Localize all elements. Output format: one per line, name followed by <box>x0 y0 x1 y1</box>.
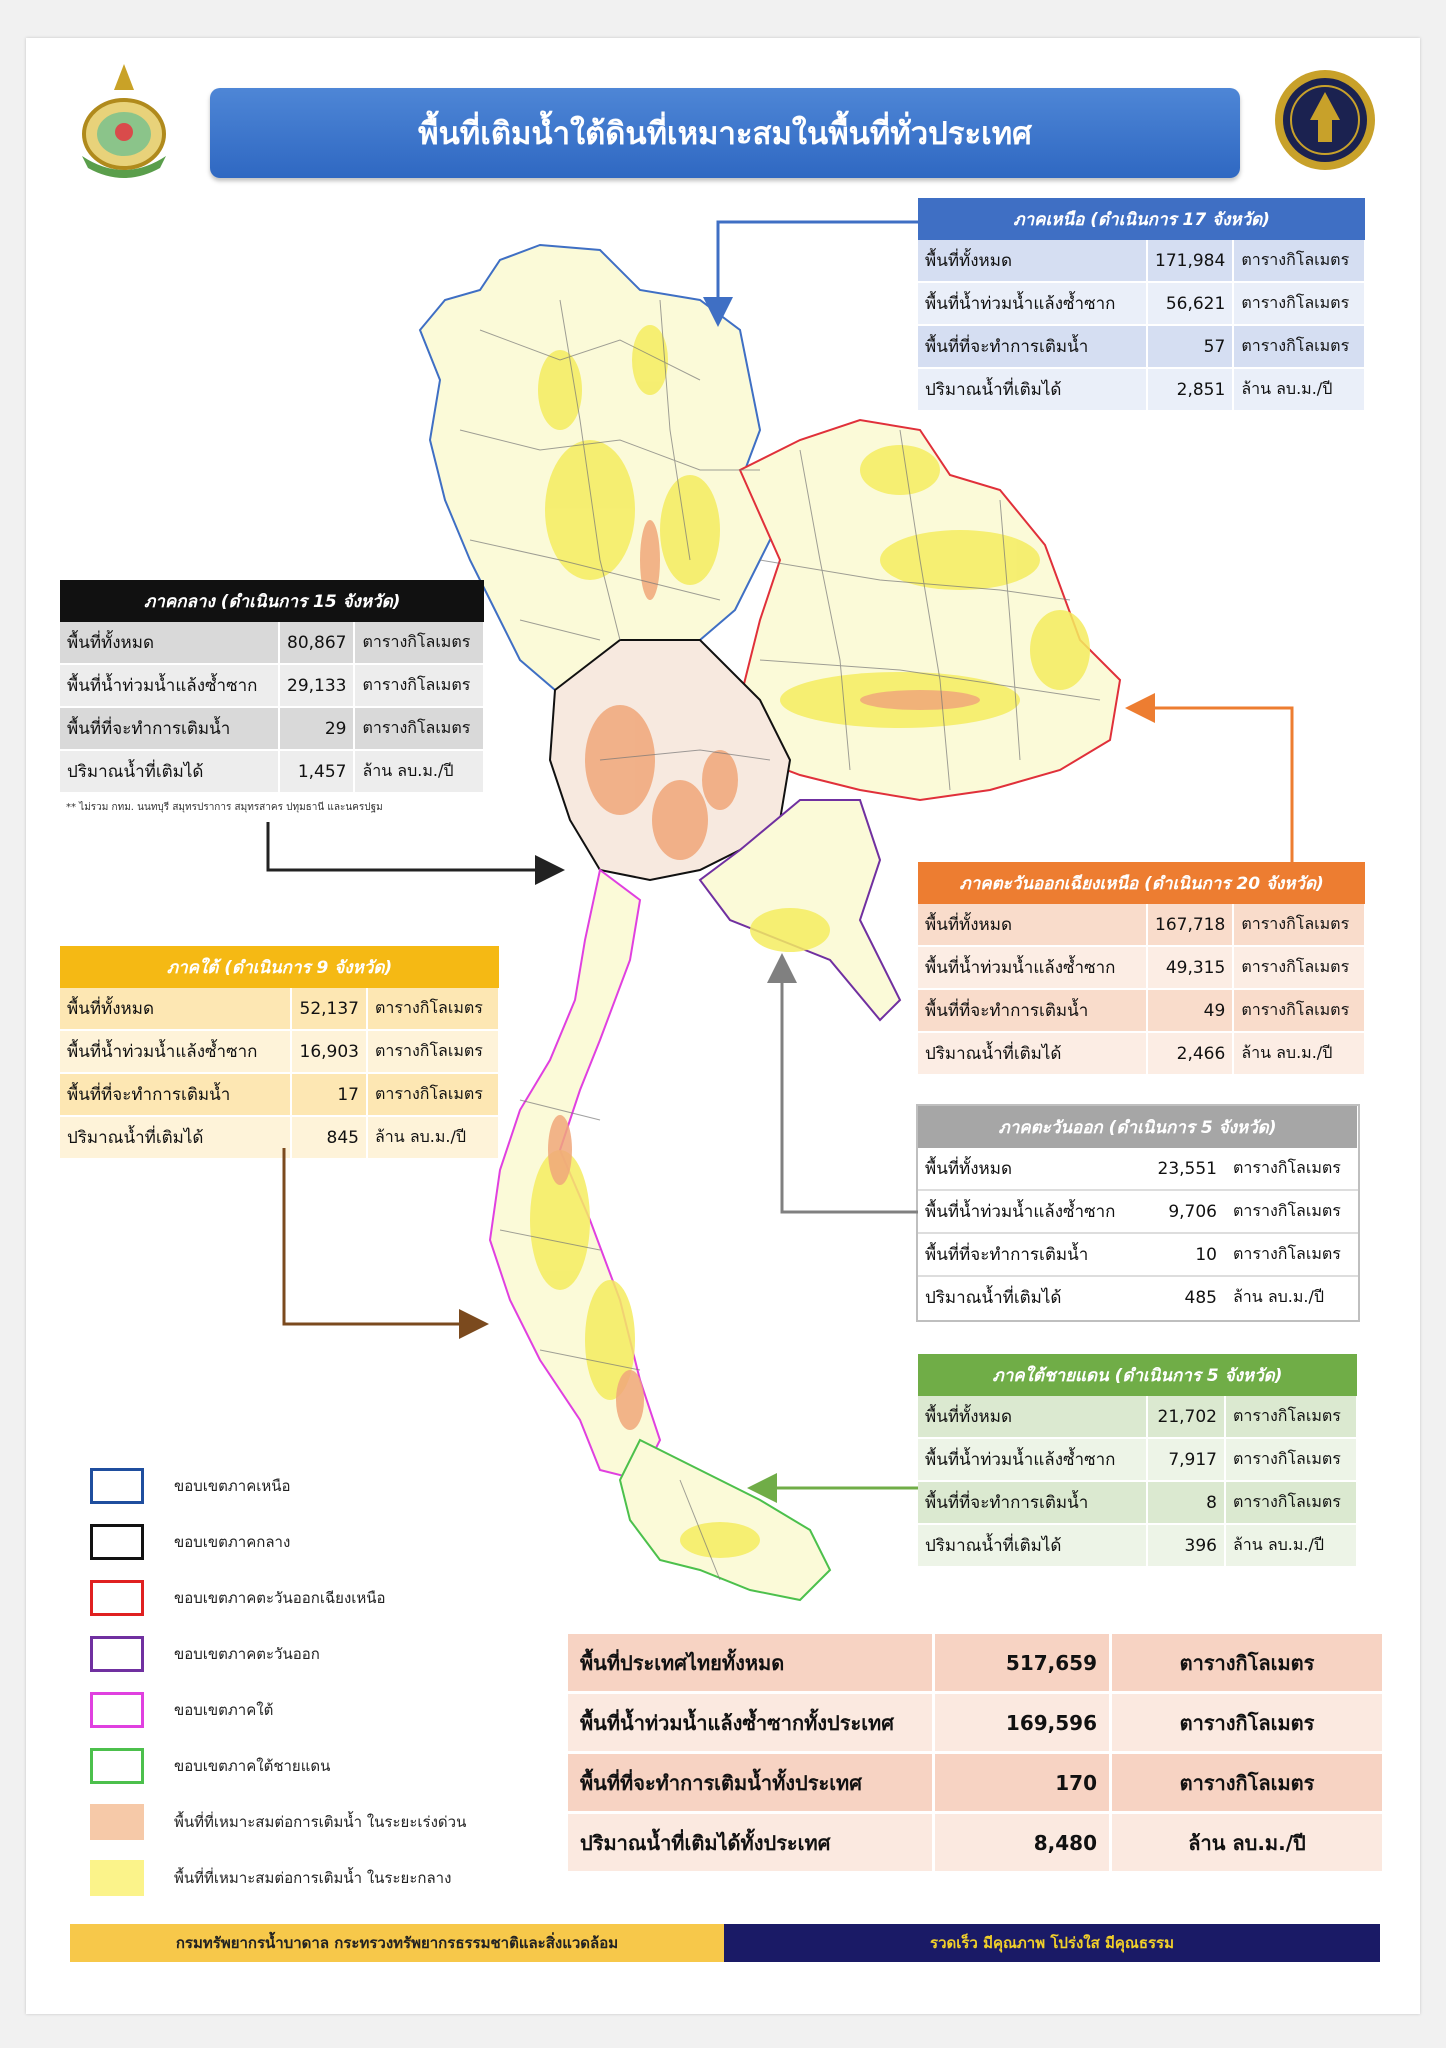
row-value: 49,315 <box>1147 946 1233 989</box>
north-region-table <box>918 198 1366 412</box>
row-unit: ตารางกิโลเมตร <box>1225 1396 1357 1438</box>
row-unit: ตารางกิโลเมตร <box>354 664 484 707</box>
legend-item <box>90 1682 466 1738</box>
row-label: พื้นที่ทั้งหมด <box>60 622 279 664</box>
row-label: พื้นที่ที่จะทำการเติมน้ำ <box>918 1233 1147 1276</box>
row-unit: ล้าน ลบ.ม./ปี <box>1225 1524 1357 1567</box>
total-label: ปริมาณน้ำที่เติมได้ทั้งประเทศ <box>568 1813 934 1873</box>
row-label: พื้นที่น้ำท่วมน้ำแล้งซ้ำซาก <box>918 1190 1147 1233</box>
row-label: พื้นที่ที่จะทำการเติมน้ำ <box>918 989 1147 1032</box>
row-label: พื้นที่ที่จะทำการเติมน้ำ <box>60 707 279 750</box>
total-label: พื้นที่ที่จะทำการเติมน้ำทั้งประเทศ <box>568 1753 934 1813</box>
table-header: ภาคตะวันออก (ดำเนินการ 5 จังหวัด) <box>918 1106 1357 1148</box>
row-unit: ตารางกิโลเมตร <box>1225 1148 1357 1190</box>
legend-swatch <box>90 1468 144 1504</box>
table-header: ภาคเหนือ (ดำเนินการ 17 จังหวัด) <box>918 198 1365 240</box>
legend-item <box>90 1626 466 1682</box>
row-value: 23,551 <box>1147 1148 1225 1190</box>
map-legend <box>90 1458 466 1906</box>
row-value: 21,702 <box>1147 1396 1225 1438</box>
row-unit: ตารางกิโลเมตร <box>1225 1481 1357 1524</box>
legend-label: ขอบเขตภาคกลาง <box>174 1533 291 1551</box>
row-value: 2,466 <box>1147 1032 1233 1075</box>
row-value: 485 <box>1147 1276 1225 1319</box>
row-unit: ตารางกิโลเมตร <box>1233 282 1365 325</box>
department-emblem-logo <box>68 60 180 178</box>
row-value: 2,851 <box>1147 368 1233 411</box>
row-value: 167,718 <box>1147 904 1233 946</box>
legend-item <box>90 1458 466 1514</box>
row-unit: ตารางกิโลเมตร <box>367 988 499 1030</box>
legend-item <box>90 1794 466 1850</box>
row-value: 52,137 <box>291 988 367 1030</box>
table-header: ภาคกลาง (ดำเนินการ 15 จังหวัด) <box>60 580 484 622</box>
row-value: 17 <box>291 1073 367 1116</box>
legend-swatch <box>90 1860 144 1896</box>
row-value: 57 <box>1147 325 1233 368</box>
legend-item <box>90 1850 466 1906</box>
table-header: ภาคใต้ (ดำเนินการ 9 จังหวัด) <box>60 946 499 988</box>
legend-swatch <box>90 1804 144 1840</box>
total-unit: ตารางกิโลเมตร <box>1111 1693 1384 1753</box>
row-unit: ตารางกิโลเมตร <box>1233 240 1365 282</box>
row-value: 396 <box>1147 1524 1225 1567</box>
row-unit: ตารางกิโลเมตร <box>1233 946 1365 989</box>
row-unit: ตารางกิโลเมตร <box>1233 989 1365 1032</box>
total-value: 169,596 <box>934 1693 1111 1753</box>
central-note: ** ไม่รวม กทม. นนทบุรี สมุทรปราการ สมุทรสาคร ปทุมธานี และนครปฐม <box>66 802 383 813</box>
row-unit: ตารางกิโลเมตร <box>367 1073 499 1116</box>
row-value: 1,457 <box>279 750 354 793</box>
row-value: 29 <box>279 707 354 750</box>
row-value: 49 <box>1147 989 1233 1032</box>
row-value: 845 <box>291 1116 367 1159</box>
row-value: 16,903 <box>291 1030 367 1073</box>
row-unit: ตารางกิโลเมตร <box>367 1030 499 1073</box>
legend-swatch <box>90 1636 144 1672</box>
total-value: 170 <box>934 1753 1111 1813</box>
legend-item <box>90 1738 466 1794</box>
legend-label: พื้นที่ที่เหมาะสมต่อการเติมน้ำ ในระยะเร่งด่วน <box>174 1813 467 1831</box>
row-label: พื้นที่ที่จะทำการเติมน้ำ <box>918 325 1147 368</box>
total-unit: ตารางกิโลเมตร <box>1111 1753 1384 1813</box>
row-unit: ล้าน ลบ.ม./ปี <box>354 750 484 793</box>
row-unit: ตารางกิโลเมตร <box>354 707 484 750</box>
legend-swatch <box>90 1692 144 1728</box>
page-title: พื้นที่เติมน้ำใต้ดินที่เหมาะสมในพื้นที่ทั่วประเทศ <box>210 88 1240 178</box>
row-label: พื้นที่น้ำท่วมน้ำแล้งซ้ำซาก <box>60 1030 291 1073</box>
row-label: พื้นที่ทั้งหมด <box>918 1396 1147 1438</box>
row-value: 10 <box>1147 1233 1225 1276</box>
row-label: ปริมาณน้ำที่เติมได้ <box>918 1524 1147 1567</box>
row-value: 80,867 <box>279 622 354 664</box>
row-label: ปริมาณน้ำที่เติมได้ <box>60 750 279 793</box>
row-value: 56,621 <box>1147 282 1233 325</box>
total-value: 517,659 <box>934 1634 1111 1693</box>
legend-label: พื้นที่ที่เหมาะสมต่อการเติมน้ำ ในระยะกลาง <box>174 1869 452 1887</box>
row-value: 8 <box>1147 1481 1225 1524</box>
row-label: พื้นที่น้ำท่วมน้ำแล้งซ้ำซาก <box>918 946 1147 989</box>
row-label: พื้นที่ทั้งหมด <box>60 988 291 1030</box>
row-value: 29,133 <box>279 664 354 707</box>
national-totals-table <box>568 1634 1385 1874</box>
row-label: ปริมาณน้ำที่เติมได้ <box>918 1032 1147 1075</box>
row-label: พื้นที่ทั้งหมด <box>918 240 1147 282</box>
row-label: ปริมาณน้ำที่เติมได้ <box>60 1116 291 1159</box>
row-label: พื้นที่ทั้งหมด <box>918 904 1147 946</box>
row-label: พื้นที่ที่จะทำการเติมน้ำ <box>918 1481 1147 1524</box>
legend-item <box>90 1514 466 1570</box>
row-value: 171,984 <box>1147 240 1233 282</box>
total-unit: ล้าน ลบ.ม./ปี <box>1111 1813 1384 1873</box>
table-header: ภาคใต้ชายแดน (ดำเนินการ 5 จังหวัด) <box>918 1354 1357 1396</box>
row-unit: ล้าน ลบ.ม./ปี <box>367 1116 499 1159</box>
legend-label: ขอบเขตภาคตะวันออก <box>174 1645 320 1663</box>
legend-label: ขอบเขตภาคใต้ชายแดน <box>174 1757 331 1775</box>
row-label: พื้นที่น้ำท่วมน้ำแล้งซ้ำซาก <box>918 1438 1147 1481</box>
row-unit: ตารางกิโลเมตร <box>1225 1233 1357 1276</box>
east-region-table <box>918 1106 1358 1320</box>
row-label: พื้นที่ทั้งหมด <box>918 1148 1147 1190</box>
south-border-region-table <box>918 1354 1358 1568</box>
northeast-region-table <box>918 862 1366 1076</box>
total-unit: ตารางกิโลเมตร <box>1111 1634 1384 1693</box>
ministry-seal-logo <box>1270 58 1380 178</box>
legend-label: ขอบเขตภาคเหนือ <box>174 1477 291 1495</box>
row-label: พื้นที่น้ำท่วมน้ำแล้งซ้ำซาก <box>918 282 1147 325</box>
row-label: ปริมาณน้ำที่เติมได้ <box>918 1276 1147 1319</box>
row-unit: ตารางกิโลเมตร <box>1233 325 1365 368</box>
row-unit: ตารางกิโลเมตร <box>1225 1190 1357 1233</box>
row-unit: ตารางกิโลเมตร <box>1225 1438 1357 1481</box>
row-value: 9,706 <box>1147 1190 1225 1233</box>
legend-label: ขอบเขตภาคใต้ <box>174 1701 274 1719</box>
total-value: 8,480 <box>934 1813 1111 1873</box>
total-label: พื้นที่ประเทศไทยทั้งหมด <box>568 1634 934 1693</box>
legend-label: ขอบเขตภาคตะวันออกเฉียงเหนือ <box>174 1589 386 1607</box>
row-unit: ล้าน ลบ.ม./ปี <box>1233 368 1365 411</box>
legend-swatch <box>90 1524 144 1560</box>
row-unit: ล้าน ลบ.ม./ปี <box>1233 1032 1365 1075</box>
row-value: 7,917 <box>1147 1438 1225 1481</box>
legend-item <box>90 1570 466 1626</box>
total-label: พื้นที่น้ำท่วมน้ำแล้งซ้ำซากทั้งประเทศ <box>568 1693 934 1753</box>
south-region-table <box>60 946 500 1160</box>
legend-swatch <box>90 1580 144 1616</box>
row-unit: ตารางกิโลเมตร <box>354 622 484 664</box>
footer-slogan: รวดเร็ว มีคุณภาพ โปร่งใส มีคุณธรรม <box>724 1924 1380 1962</box>
row-unit: ล้าน ลบ.ม./ปี <box>1225 1276 1357 1319</box>
central-region-table <box>60 580 485 794</box>
row-label: พื้นที่น้ำท่วมน้ำแล้งซ้ำซาก <box>60 664 279 707</box>
row-label: ปริมาณน้ำที่เติมได้ <box>918 368 1147 411</box>
row-label: พื้นที่ที่จะทำการเติมน้ำ <box>60 1073 291 1116</box>
row-unit: ตารางกิโลเมตร <box>1233 904 1365 946</box>
footer-department-name: กรมทรัพยากรน้ำบาดาล กระทรวงทรัพยากรธรรมชาติและสิ่งแวดล้อม <box>70 1924 724 1962</box>
table-header: ภาคตะวันออกเฉียงเหนือ (ดำเนินการ 20 จังหวัด) <box>918 862 1365 904</box>
map-region-south-border <box>620 1440 830 1600</box>
legend-swatch <box>90 1748 144 1784</box>
